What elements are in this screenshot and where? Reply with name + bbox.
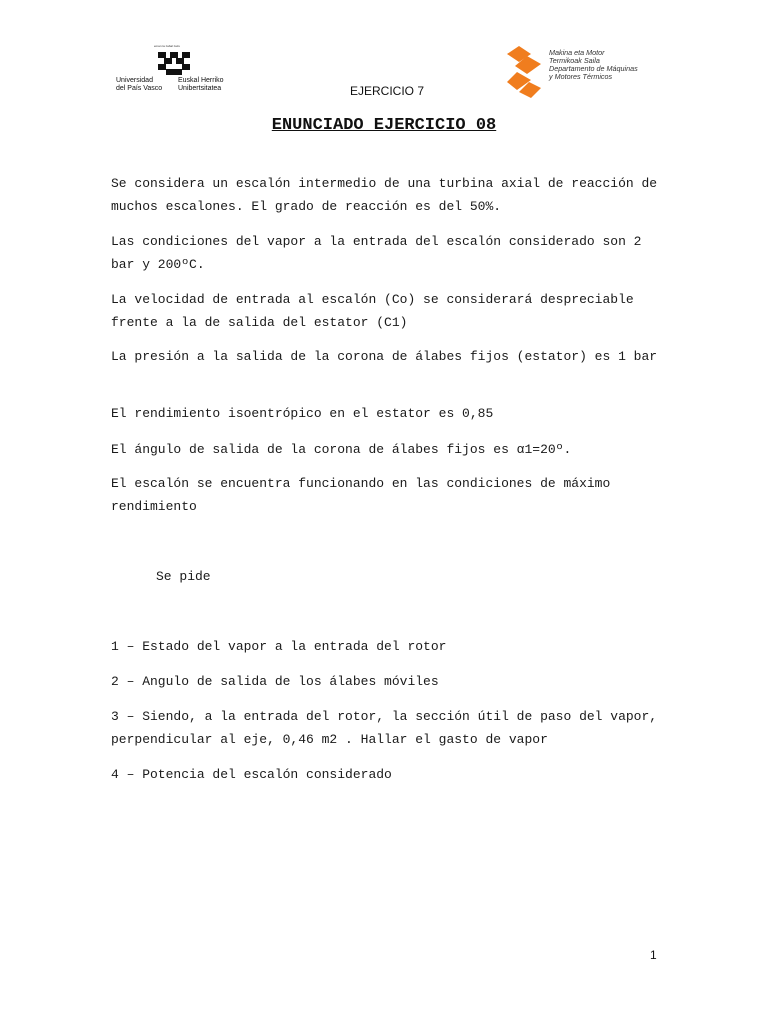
- upv-name-eu: Euskal Herriko Unibertsitatea: [178, 77, 224, 92]
- page-title: ENUNCIADO EJERCICIO 08: [271, 116, 497, 135]
- statement-2: Las condiciones del vapor a la entrada del escalón considerado son 2 bar y 200ºC.: [111, 234, 650, 272]
- statement-5: El rendimiento isoentrópico en el estator es 0,85: [111, 406, 494, 421]
- exercise-label: EJERCICIO 7: [350, 84, 425, 98]
- department-name: Makina eta Motor Termikoak Saila Departamento de Máquinas y Motores Térmicos: [549, 48, 638, 81]
- statement-4: La presión a la salida de la corona de álabes fijos (estator) es 1 bar: [111, 349, 658, 364]
- statement-6: El ángulo de salida de la corona de álabes fijos es α1=20º.: [111, 442, 572, 457]
- se-pide-heading: Se pide: [156, 569, 211, 584]
- department-logo: [505, 44, 680, 100]
- statement-7: El escalón se encuentra funcionando en las condiciones de máximo rendimiento: [111, 476, 619, 514]
- upv-tagline: eman ta zabal zazu: [154, 44, 181, 48]
- upv-ehu-logo: [116, 44, 236, 98]
- department-emblem-icon: [505, 44, 547, 100]
- question-1: 1 – Estado del vapor a la entrada del rotor: [111, 639, 447, 654]
- page-number: 1: [650, 948, 657, 962]
- statement-3: La velocidad de entrada al escalón (Co) se considerará despreciable frente a la de salida del estator (C1): [111, 292, 642, 330]
- upv-name-es: Universidad del País Vasco: [116, 77, 163, 92]
- question-2: 2 – Angulo de salida de los álabes móviles: [111, 674, 439, 689]
- statement-1: Se considera un escalón intermedio de una turbina axial de reacción de muchos escalones. El grado de reacción es del 50%.: [111, 176, 665, 214]
- upv-emblem-icon: [152, 49, 198, 77]
- question-4: 4 – Potencia del escalón considerado: [111, 767, 392, 782]
- question-3: 3 – Siendo, a la entrada del rotor, la sección útil de paso del vapor, perpendicular al eje, 0,46 m2 . Hallar el gasto de vapor: [111, 709, 665, 747]
